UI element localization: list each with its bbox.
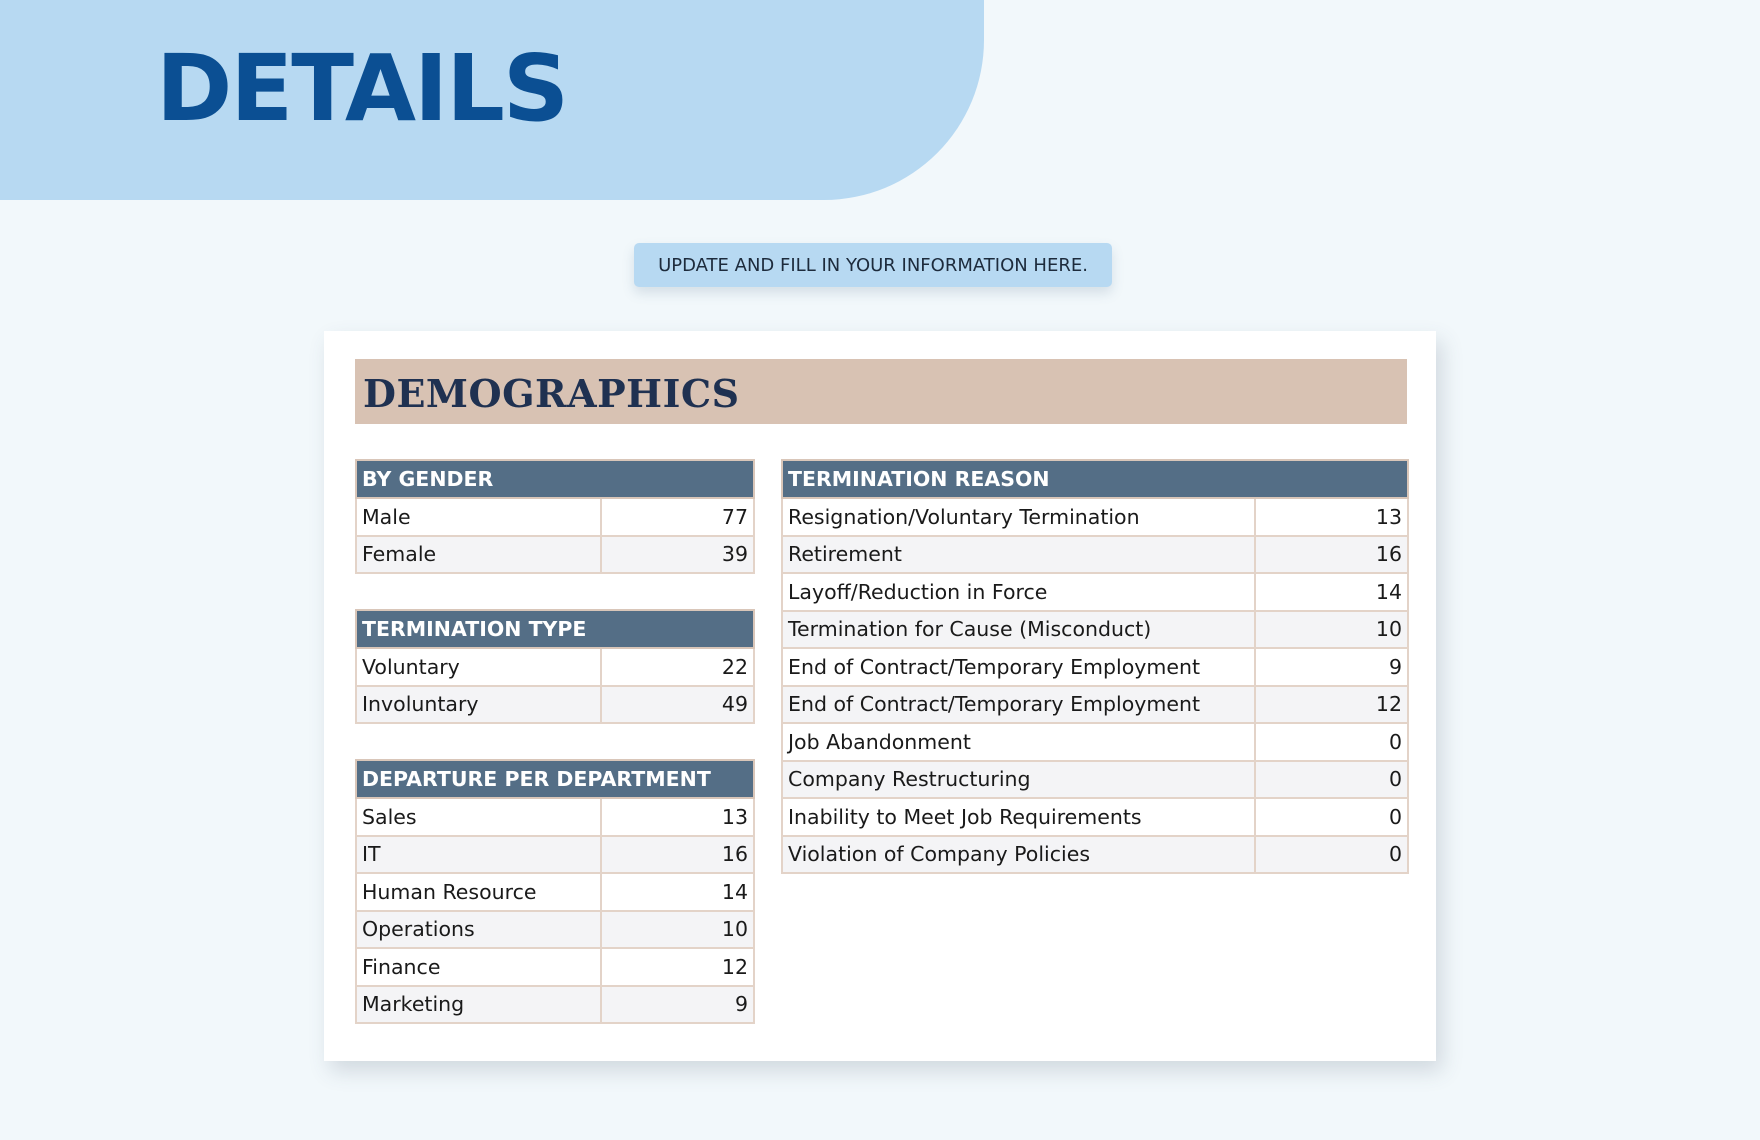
table-row [356, 648, 754, 686]
table-header: BY GENDER [356, 460, 754, 498]
table-row [782, 798, 1408, 836]
table-row [356, 536, 754, 574]
row-value[interactable]: 14 [601, 873, 754, 911]
department-table [355, 759, 755, 1024]
row-label[interactable]: Job Abandonment [782, 723, 1255, 761]
row-label[interactable]: End of Contract/Temporary Employment [782, 686, 1255, 724]
row-label[interactable]: Inability to Meet Job Requirements [782, 798, 1255, 836]
row-value[interactable]: 0 [1255, 723, 1408, 761]
gender-table [355, 459, 755, 574]
row-value[interactable]: 12 [1255, 686, 1408, 724]
instruction-banner: UPDATE AND FILL IN YOUR INFORMATION HERE. [634, 243, 1112, 287]
table-row [782, 761, 1408, 799]
row-value[interactable]: 49 [601, 686, 754, 724]
row-value[interactable]: 10 [601, 911, 754, 949]
row-value[interactable]: 22 [601, 648, 754, 686]
row-label[interactable]: Violation of Company Policies [782, 836, 1255, 874]
table-row [356, 836, 754, 874]
row-value[interactable]: 12 [601, 948, 754, 986]
row-value[interactable]: 0 [1255, 761, 1408, 799]
row-label[interactable]: Retirement [782, 536, 1255, 574]
table-row [356, 686, 754, 724]
table-row [782, 723, 1408, 761]
table-row [356, 986, 754, 1024]
table-row [782, 611, 1408, 649]
row-value[interactable]: 9 [1255, 648, 1408, 686]
table-row [356, 798, 754, 836]
row-label[interactable]: Termination for Cause (Misconduct) [782, 611, 1255, 649]
row-value[interactable]: 16 [601, 836, 754, 874]
table-row [782, 836, 1408, 874]
row-label[interactable]: Resignation/Voluntary Termination [782, 498, 1255, 536]
page-title: DETAILS [156, 35, 568, 142]
table-header: TERMINATION REASON [782, 460, 1408, 498]
row-value[interactable]: 14 [1255, 573, 1408, 611]
row-value[interactable]: 13 [601, 798, 754, 836]
termination-type-table [355, 609, 755, 724]
table-row [782, 648, 1408, 686]
row-value[interactable]: 16 [1255, 536, 1408, 574]
row-value[interactable]: 0 [1255, 798, 1408, 836]
row-value[interactable]: 0 [1255, 836, 1408, 874]
table-row [782, 686, 1408, 724]
row-label[interactable]: Company Restructuring [782, 761, 1255, 799]
table-header: TERMINATION TYPE [356, 610, 754, 648]
table-row [356, 498, 754, 536]
row-label[interactable]: Involuntary [356, 686, 601, 724]
row-label[interactable]: Female [356, 536, 601, 574]
section-banner [355, 359, 1407, 424]
row-label[interactable]: End of Contract/Temporary Employment [782, 648, 1255, 686]
row-label[interactable]: Operations [356, 911, 601, 949]
row-label[interactable]: Male [356, 498, 601, 536]
row-label[interactable]: Layoff/Reduction in Force [782, 573, 1255, 611]
table-row [356, 948, 754, 986]
row-label[interactable]: Human Resource [356, 873, 601, 911]
row-label[interactable]: Marketing [356, 986, 601, 1024]
table-row [782, 498, 1408, 536]
table-row [356, 911, 754, 949]
table-row [782, 573, 1408, 611]
table-row [356, 873, 754, 911]
row-label[interactable]: Sales [356, 798, 601, 836]
termination-reason-table [781, 459, 1409, 874]
row-label[interactable]: Finance [356, 948, 601, 986]
row-value[interactable]: 77 [601, 498, 754, 536]
section-title: DEMOGRAPHICS [363, 371, 740, 416]
row-label[interactable]: IT [356, 836, 601, 874]
row-value[interactable]: 10 [1255, 611, 1408, 649]
table-row [782, 536, 1408, 574]
demographics-card [324, 331, 1436, 1061]
row-label[interactable]: Voluntary [356, 648, 601, 686]
table-header: DEPARTURE PER DEPARTMENT [356, 760, 754, 798]
row-value[interactable]: 39 [601, 536, 754, 574]
row-value[interactable]: 9 [601, 986, 754, 1024]
row-value[interactable]: 13 [1255, 498, 1408, 536]
